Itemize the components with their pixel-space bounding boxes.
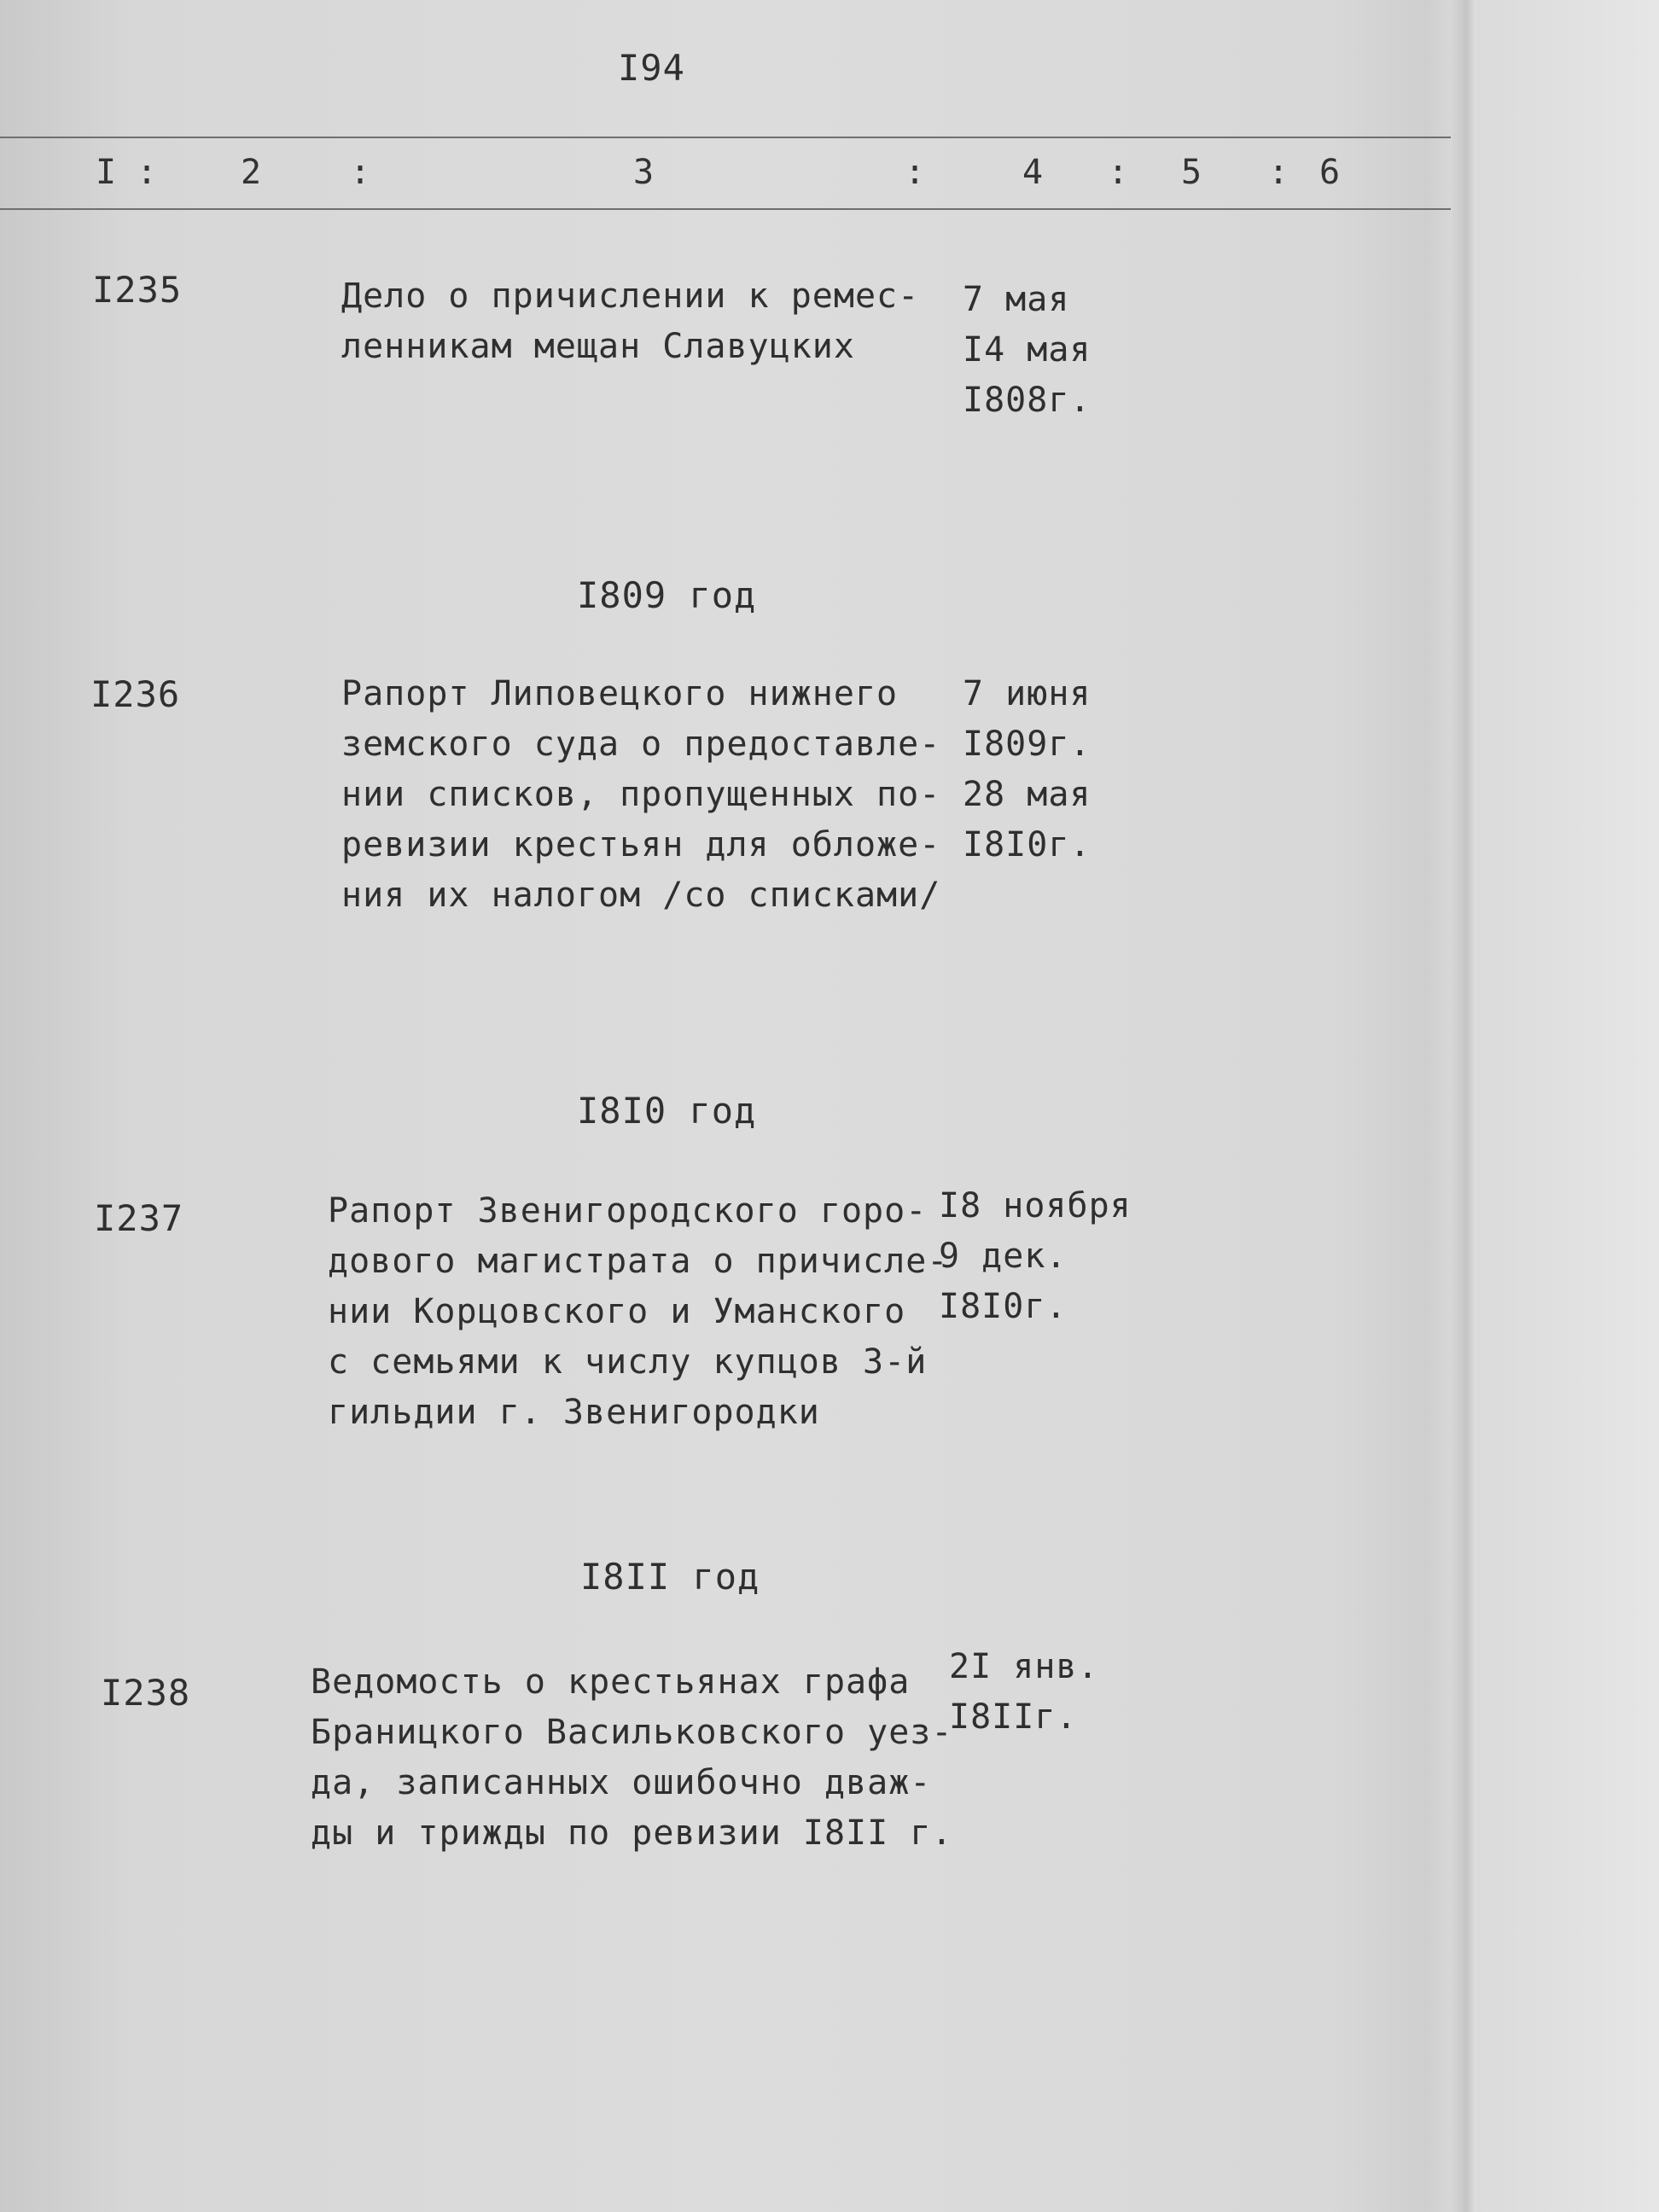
- year-heading: I8I0 год: [577, 1090, 757, 1132]
- record-title-line: Рапорт Липовецкого нижнего: [341, 674, 899, 713]
- record-dates: [949, 1642, 1099, 1743]
- record-date-line: 28 мая: [963, 775, 1091, 814]
- header-bottom-rule: [0, 208, 1451, 210]
- record-date-line: I8I0г.: [939, 1287, 1068, 1326]
- record-date-line: I8IIг.: [949, 1697, 1078, 1737]
- column-header-6: 6: [1319, 153, 1341, 192]
- column-separator: :: [1108, 153, 1129, 192]
- record-title-line: ды и трижды по ревизии I8II г.: [311, 1813, 953, 1853]
- record-date-line: I4 мая: [963, 330, 1091, 370]
- record-number: I236: [90, 673, 181, 715]
- year-heading: I809 год: [577, 574, 757, 616]
- record-number: I238: [101, 1672, 191, 1714]
- record-title-line: с семьями к числу купцов 3-й: [328, 1342, 928, 1382]
- record-title-line: гильдии г. Звенигородки: [328, 1393, 820, 1432]
- column-separator: :: [1268, 153, 1289, 192]
- page-number: I94: [618, 47, 685, 89]
- year-heading: I8II год: [580, 1556, 760, 1598]
- record-title-line: да, записанных ошибочно дваж-: [311, 1763, 932, 1802]
- record-title-line: ревизии крестьян для обложе-: [341, 825, 941, 864]
- record-date-line: 2I янв.: [949, 1647, 1099, 1686]
- column-separator: :: [350, 153, 371, 192]
- page-edge-shadow: [1451, 0, 1476, 2212]
- record-title-line: Дело о причислении к ремес-: [341, 276, 920, 316]
- column-separator: :: [137, 153, 158, 192]
- record-title-line: ленникам мещан Славуцких: [341, 327, 855, 366]
- record-title-line: ния их налогом /со списками/: [341, 876, 941, 915]
- record-date-line: I8 ноября: [939, 1186, 1132, 1225]
- record-dates: [963, 275, 1091, 426]
- record-number: I235: [92, 269, 183, 311]
- column-header-2: 2: [241, 153, 262, 192]
- record-date-line: I8I0г.: [963, 825, 1091, 864]
- record-title-line: Ведомость о крестьянах графа: [311, 1662, 911, 1702]
- record-date-line: I808г.: [963, 381, 1091, 420]
- record-date-line: I809г.: [963, 725, 1091, 764]
- column-header-3: 3: [633, 153, 655, 192]
- record-title-line: дового магистрата о причисле-: [328, 1242, 949, 1281]
- record-title-line: нии списков, пропущенных по-: [341, 775, 941, 814]
- column-header-5: 5: [1181, 153, 1202, 192]
- record-number: I237: [94, 1197, 184, 1239]
- column-header-4: 4: [1022, 153, 1044, 192]
- record-date-line: 9 дек.: [939, 1237, 1068, 1276]
- record-dates: [963, 669, 1091, 870]
- record-title-line: Рапорт Звенигородского горо-: [328, 1191, 928, 1231]
- record-title: [328, 1186, 948, 1438]
- column-separator: :: [905, 153, 926, 192]
- record-date-line: 7 мая: [963, 280, 1070, 319]
- record-title-line: Браницкого Васильковского уез-: [311, 1713, 953, 1752]
- column-header-1: I: [96, 153, 117, 192]
- record-title: [341, 669, 940, 921]
- header-top-rule: [0, 137, 1451, 138]
- record-date-line: 7 июня: [963, 674, 1091, 713]
- record-title: [341, 271, 919, 372]
- record-title-line: нии Корцовского и Уманского: [328, 1292, 906, 1331]
- record-title-line: земского суда о предоставле-: [341, 725, 941, 764]
- record-title: [311, 1657, 952, 1859]
- record-dates: [939, 1181, 1132, 1332]
